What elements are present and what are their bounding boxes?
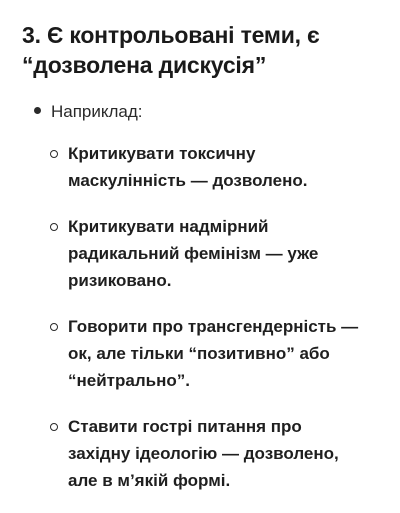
ring-bullet-icon [50, 223, 58, 231]
section-heading [22, 20, 388, 80]
list-item-line: “нейтрально”. [68, 371, 190, 390]
list-item-line: але в м’якій формі. [68, 471, 231, 490]
list-item-line: ризиковано. [68, 271, 172, 290]
list-item-line: Критикувати надмірний [68, 217, 269, 236]
list-item [50, 213, 390, 294]
section-heading-line-1: 3. Є контрольовані теми, є [22, 22, 320, 48]
ring-bullet-icon [50, 423, 58, 431]
list-item [50, 313, 390, 394]
list-item-line: ок, але тільки “позитивно” або [68, 344, 330, 363]
list-item [50, 140, 390, 194]
bullet-label: Наприклад: [51, 102, 143, 121]
list-item-line: Критикувати токсичну [68, 144, 256, 163]
bullet-item-example [34, 100, 143, 124]
list-item-line: Ставити гострі питання про [68, 417, 302, 436]
bullet-icon [34, 107, 41, 114]
list-item-line: радикальний фемінізм — уже [68, 244, 319, 263]
ring-bullet-icon [50, 323, 58, 331]
list-item [50, 413, 390, 494]
list-item-line: Говорити про трансгендерність — [68, 317, 359, 336]
list-item-line: маскулінність — дозволено. [68, 171, 308, 190]
list-item-line: західну ідеологію — дозволено, [68, 444, 339, 463]
ring-bullet-icon [50, 150, 58, 158]
section-heading-line-2: “дозволена дискусія” [22, 52, 267, 78]
sub-bullet-list [50, 140, 390, 513]
